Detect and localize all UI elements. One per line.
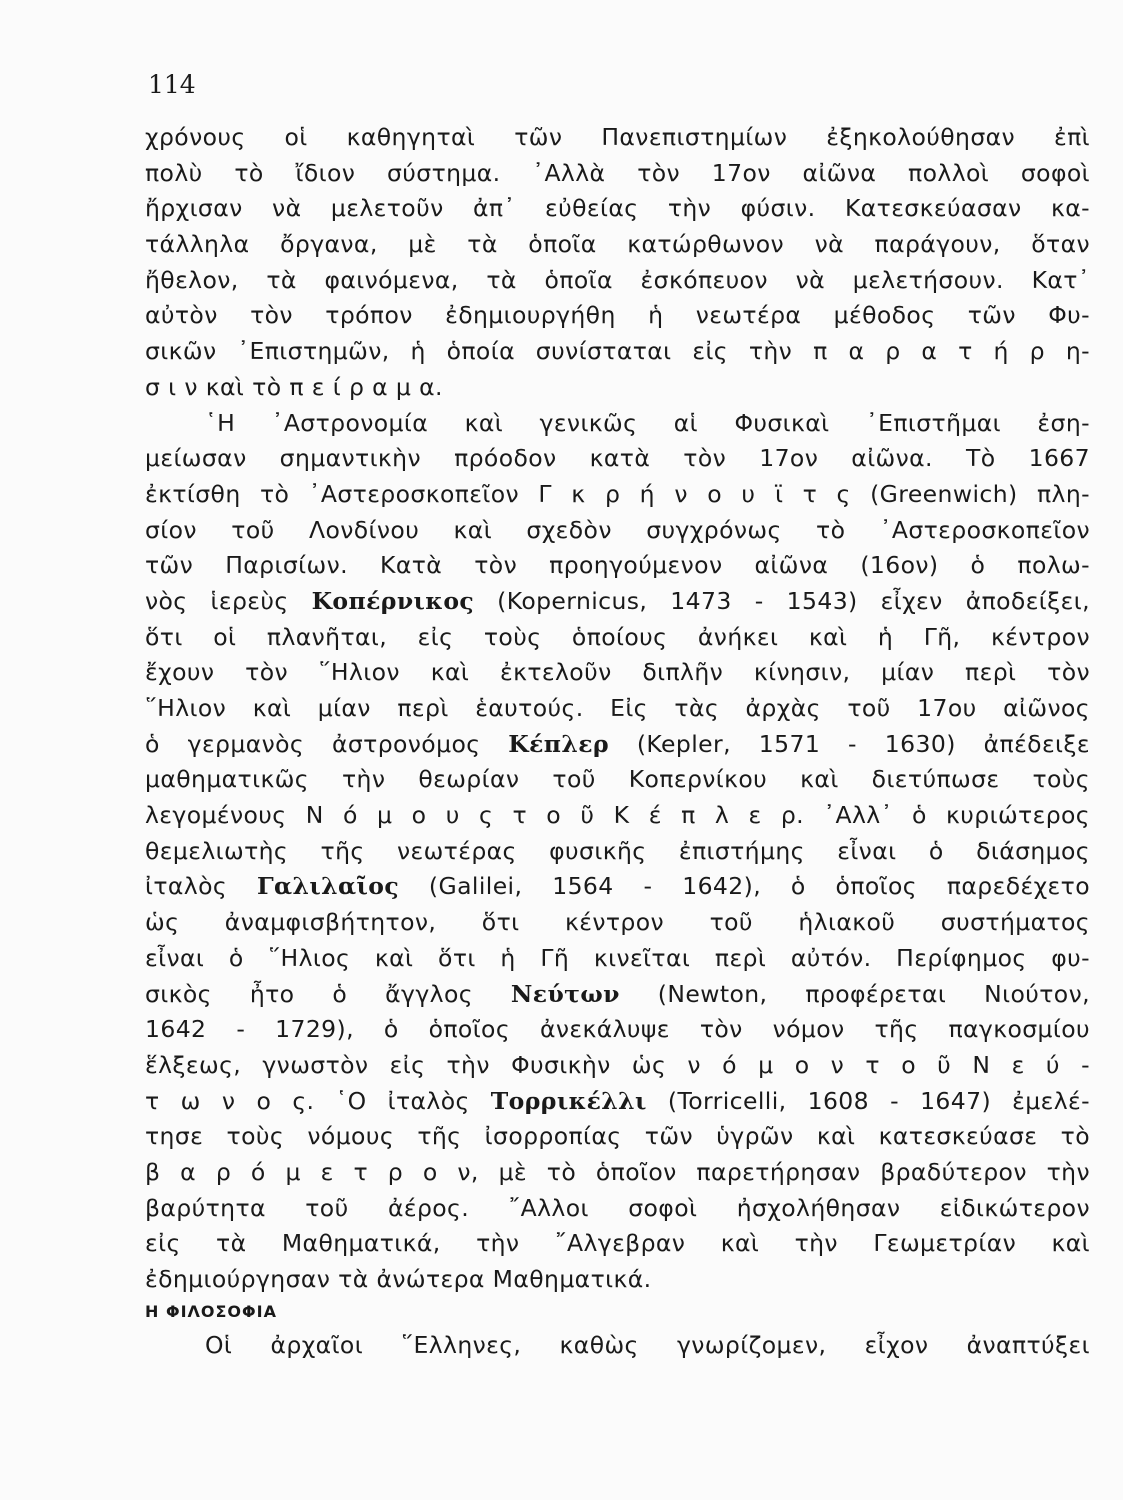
text-line: ὡς ἀναμφισβήτητον, ὅτι κέντρον τοῦ ἡλιακοῦ συστήματος <box>145 908 1090 937</box>
bold-name: Γαλιλαῖος <box>256 872 400 901</box>
text-line: πολὺ τὸ ἴδιον σύστημα. ᾿Αλλὰ τὸν 17ον αἰῶνα πολλοὶ σοφοὶ <box>145 158 1090 187</box>
text-line: νὸς ἱερεὺς Κοπέρνικος (Kopernicus, 1473 - 1543) εἶχεν ἀποδείξει, <box>145 586 1090 615</box>
text-line: μείωσαν σημαντικὴν πρόοδον κατὰ τὸν 17ον αἰῶνα. Τὸ 1667 <box>145 444 1090 473</box>
text-line: χρόνους οἱ καθηγηταὶ τῶν Πανεπιστημίων ἐξηκολούθησαν ἐπὶ <box>145 123 1090 151</box>
text-line: τάλληλα ὄργανα, μὲ τὰ ὁποῖα κατώρθωνον νὰ παράγουν, ὅταν <box>145 230 1090 259</box>
text-line: ὅτι οἱ πλανῆται, εἰς τοὺς ὁποίους ἀνήκει καὶ ἡ Γῆ, κέντρον <box>145 622 1090 651</box>
text-line: ἰταλὸς Γαλιλαῖος (Galilei, 1564 - 1642), ὁ ὁποῖος παρεδέχετο <box>145 872 1090 901</box>
bold-name: Κέπλερ <box>508 729 609 758</box>
text-line: βαρύτητα τοῦ ἀέρος. ῎Αλλοι σοφοὶ ἠσχολήθησαν εἰδικώτερον <box>145 1193 1090 1222</box>
page-number: 114 <box>148 70 196 99</box>
text-line: σικὸς ἦτο ὁ ἄγγλος Νεύτων (Newton, προφέρεται Νιούτον, <box>145 979 1090 1008</box>
text-line: ἐκτίσθη τὸ ᾿Αστεροσκοπεῖον Γ κ ρ ή ν ο υ ϊ τ ς (Greenwich) πλη- <box>145 479 1090 508</box>
text-line: ῞Ηλιον καὶ μίαν περὶ ἑαυτούς. Εἰς τὰς ἀρχὰς τοῦ 17ου αἰῶνος <box>145 694 1090 722</box>
text-line: σ ι ν καὶ τὸ π ε ί ρ α μ α. <box>145 372 443 401</box>
bold-name: Νεύτων <box>510 979 620 1008</box>
text-line: τ ω ν ο ς. ῾Ο ἰταλὸς Τορρικέλλι (Torricelli, 1608 - 1647) ἐμελέ- <box>145 1086 1090 1115</box>
text-line: αὐτὸν τὸν τρόπον ἐδημιουργήθη ἡ νεωτέρα μέθοδος τῶν Φυ- <box>145 301 1090 330</box>
text-line: εἶναι ὁ ῞Ηλιος καὶ ὅτι ἡ Γῆ κινεῖται περὶ αὐτόν. Περίφημος φυ- <box>145 943 1090 972</box>
bold-name: Τορρικέλλι <box>490 1086 647 1115</box>
text-line: λεγομένους Ν ό μ ο υ ς τ ο ῦ Κ έ π λ ε ρ. ᾿Αλλ᾿ ὁ κυριώτερος <box>145 801 1090 830</box>
text-line: ἤρχισαν νὰ μελετοῦν ἀπ᾿ εὐθείας τὴν φύσιν. Κατεσκεύασαν κα- <box>145 194 1090 223</box>
text-line: τησε τοὺς νόμους τῆς ἰσορροπίας τῶν ὑγρῶν καὶ κατεσκεύασε τὸ <box>145 1122 1090 1151</box>
text-line: μαθηματικῶς τὴν θεωρίαν τοῦ Κοπερνίκου καὶ διετύπωσε τοὺς <box>145 765 1090 794</box>
text-line: ἕλξεως, γνωστὸν εἰς τὴν Φυσικὴν ὡς ν ό μ ο ν τ ο ῦ Ν ε ύ - <box>145 1050 1090 1079</box>
text-line: ῾Η ᾿Αστρονομία καὶ γενικῶς αἱ Φυσικαὶ ᾿Επιστῆμαι ἐση- <box>205 408 1090 437</box>
text-line: β α ρ ό μ ε τ ρ ο ν, μὲ τὸ ὁποῖον παρετήρησαν βραδύτερον τὴν <box>145 1157 1090 1186</box>
text-line: ἐδημιούργησαν τὰ ἀνώτερα Μαθηματικά. <box>145 1265 652 1293</box>
text-line: σίον τοῦ Λονδίνου καὶ σχεδὸν συγχρόνως τὸ ᾿Αστεροσκοπεῖον <box>145 515 1090 544</box>
text-line: τῶν Παρισίων. Κατὰ τὸν προηγούμενον αἰῶνα (16ον) ὁ πολω- <box>145 551 1090 580</box>
text-line: εἰς τὰ Μαθηματικά, τὴν ῎Αλγεβραν καὶ τὴν Γεωμετρίαν καὶ <box>145 1229 1090 1258</box>
text-line: ἔχουν τὸν ῞Ηλιον καὶ ἐκτελοῦν διπλῆν κίνησιν, μίαν περὶ τὸν <box>145 658 1090 687</box>
main-text <box>145 120 1090 1298</box>
next-section-text <box>145 1328 1090 1364</box>
text-line: ἤθελον, τὰ φαινόμενα, τὰ ὁποῖα ἐσκόπευον νὰ μελετήσουν. Κατ᾿ <box>145 265 1090 294</box>
text-line: ὁ γερμανὸς ἀστρονόμος Κέπλερ (Kepler, 1571 - 1630) ἀπέδειξε <box>145 729 1091 758</box>
text-line: σικῶν ᾿Επιστημῶν, ἡ ὁποία συνίσταται εἰς τὴν π α ρ α τ ή ρ η- <box>145 337 1090 366</box>
bold-name: Κοπέρνικος <box>311 586 475 615</box>
text-line: Οἱ ἀρχαῖοι ῞Ελληνες, καθὼς γνωρίζομεν, εἶχον ἀναπτύξει <box>205 1331 1090 1359</box>
text-line: 1642 - 1729), ὁ ὁποῖος ἀνεκάλυψε τὸν νόμον τῆς παγκοσμίου <box>145 1015 1090 1044</box>
text-line: θεμελιωτὴς τῆς νεωτέρας φυσικῆς ἐπιστήμης εἶναι ὁ διάσημος <box>145 836 1090 865</box>
section-heading: Η ΦΙΛΟΣΟΦΙΑ <box>145 1302 277 1321</box>
